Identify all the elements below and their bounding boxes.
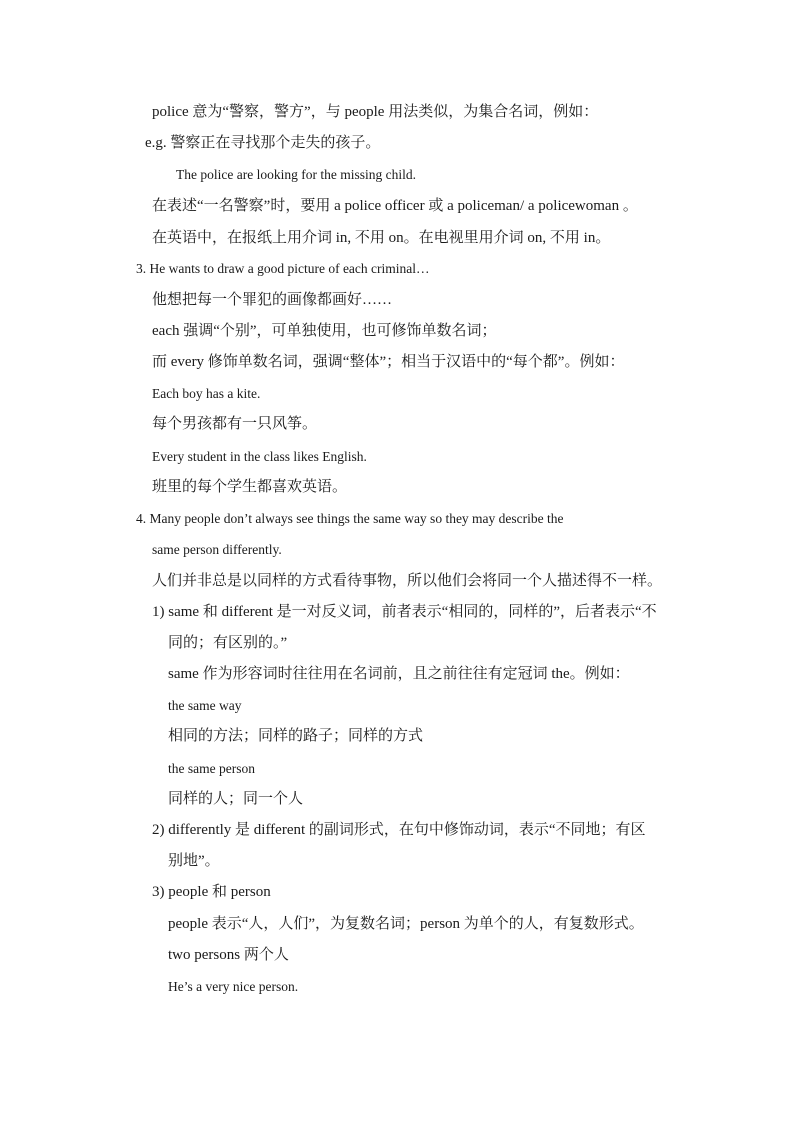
example-same-way-meaning: 相同的方法；同样的路子；同样的方式 — [168, 728, 424, 744]
example-two-persons: two persons 两个人 — [168, 947, 289, 963]
example-each-english: Each boy has a kite. — [152, 386, 261, 401]
item-3-translation: 他想把每一个罪犯的画像都画好…… — [152, 292, 393, 308]
example-same-person: the same person — [168, 761, 255, 776]
people-person-heading: 3) people 和 person — [152, 884, 271, 900]
example-english-police: The police are looking for the missing child. — [176, 167, 416, 182]
example-every-chinese: 班里的每个学生都喜欢英语。 — [152, 479, 348, 495]
example-same-way: the same way — [168, 698, 242, 713]
people-person-note: people 表示“人，人们”，为复数名词；person 为单个的人，有复数形式。 — [168, 916, 644, 932]
example-same-person-meaning: 同样的人；同一个人 — [168, 791, 304, 807]
same-adjective-note: same 作为形容词时往往用在名词前，且之前往往有定冠词 the。例如： — [168, 666, 630, 682]
example-every-english: Every student in the class likes English. — [152, 449, 367, 464]
example-nice-person: He’s a very nice person. — [168, 979, 299, 994]
every-note: 而 every 修饰单数名词，强调“整体”；相当于汉语中的“每个都”。例如： — [152, 354, 625, 370]
example-each-chinese: 每个男孩都有一只风筝。 — [152, 416, 318, 432]
item-4-sentence-line2: same person differently. — [152, 542, 282, 557]
same-different-note-line1: 1) same 和 different 是一对反义词，前者表示“相同的，同样的”，后者表示“不 — [152, 604, 657, 620]
item-3-sentence: 3. He wants to draw a good picture of each criminal… — [136, 261, 430, 276]
police-usage-note: police 意为“警察，警方”，与 people 用法类似，为集合名词，例如： — [152, 104, 599, 120]
same-different-note-line2: 同的；有区别的。” — [168, 635, 288, 651]
each-note: each 强调“个别”，可单独使用，也可修饰单数名词； — [152, 323, 497, 339]
preposition-note: 在英语中，在报纸上用介词 in, 不用 on。在电视里用介词 on, 不用 in。 — [152, 230, 611, 246]
differently-note-line1: 2) differently 是 different 的副词形式，在句中修饰动词，表示“不同地；有区 — [152, 822, 646, 838]
item-4-sentence-line1: 4. Many people don’t always see things the same way so they may describe the — [136, 511, 564, 526]
policeman-note: 在表述“一名警察”时，要用 a police officer 或 a policeman/ a policewoman 。 — [152, 198, 638, 214]
example-chinese-police: e.g. 警察正在寻找那个走失的孩子。 — [145, 135, 381, 151]
differently-note-line2: 别地”。 — [168, 853, 220, 869]
item-4-translation: 人们并非总是以同样的方式看待事物，所以他们会将同一个人描述得不一样。 — [152, 573, 663, 589]
